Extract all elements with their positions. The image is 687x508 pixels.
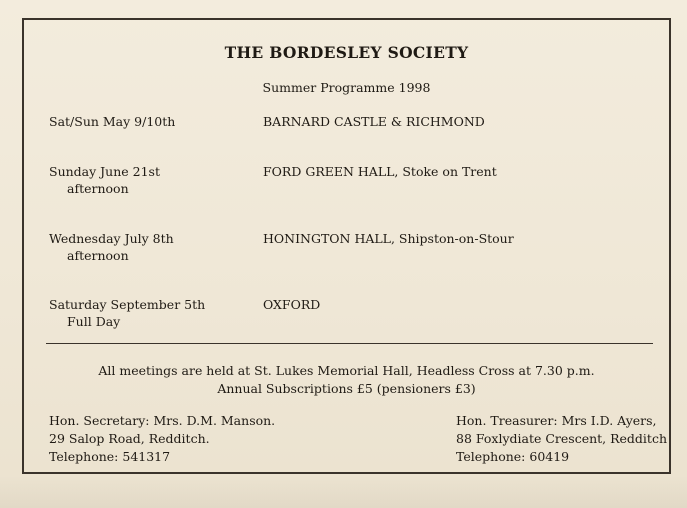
treasurer-telephone: Telephone: 60419 <box>456 449 570 464</box>
event-date <box>49 296 259 330</box>
event-date-text: Wednesday July 8th <box>49 231 174 246</box>
divider <box>46 343 653 344</box>
event-time: Full Day <box>67 314 121 329</box>
event-date-text: Sunday June 21st <box>49 164 160 179</box>
event-venue: OXFORD <box>263 297 321 312</box>
event-venue: BARNARD CASTLE & RICHMOND <box>263 114 485 129</box>
secretary-contact <box>49 412 275 466</box>
event-date <box>49 113 259 130</box>
secretary-address: 29 Salop Road, Redditch. <box>49 431 210 446</box>
treasurer-contact <box>456 412 667 466</box>
event-time: afternoon <box>67 181 129 196</box>
programme-card <box>22 18 671 474</box>
event-date <box>49 163 259 197</box>
treasurer-address: 88 Foxlydiate Crescent, Redditch <box>456 431 668 446</box>
event-date-text: Sat/Sun May 9/10th <box>49 114 176 129</box>
treasurer-title: Hon. Treasurer: Mrs I.D. Ayers, <box>456 413 657 428</box>
meetings-note: All meetings are held at St. Lukes Memorial Hall, Headless Cross at 7.30 p.m. <box>98 363 595 378</box>
event-date-text: Saturday September 5th <box>49 297 206 312</box>
secretary-title: Hon. Secretary: Mrs. D.M. Manson. <box>49 413 276 428</box>
event-venue: HONINGTON HALL, Shipston-on-Stour <box>263 231 514 246</box>
event-time: afternoon <box>67 248 129 263</box>
secretary-telephone: Telephone: 541317 <box>49 449 171 464</box>
subscriptions-note: Annual Subscriptions £5 (pensioners £3) <box>217 381 476 396</box>
event-date <box>49 230 259 264</box>
event-venue: FORD GREEN HALL, Stoke on Trent <box>263 164 497 179</box>
society-title: THE BORDESLEY SOCIETY <box>224 43 469 62</box>
paper-shadow <box>0 476 687 508</box>
meeting-notes <box>24 362 669 398</box>
programme-subtitle: Summer Programme 1998 <box>262 80 431 95</box>
